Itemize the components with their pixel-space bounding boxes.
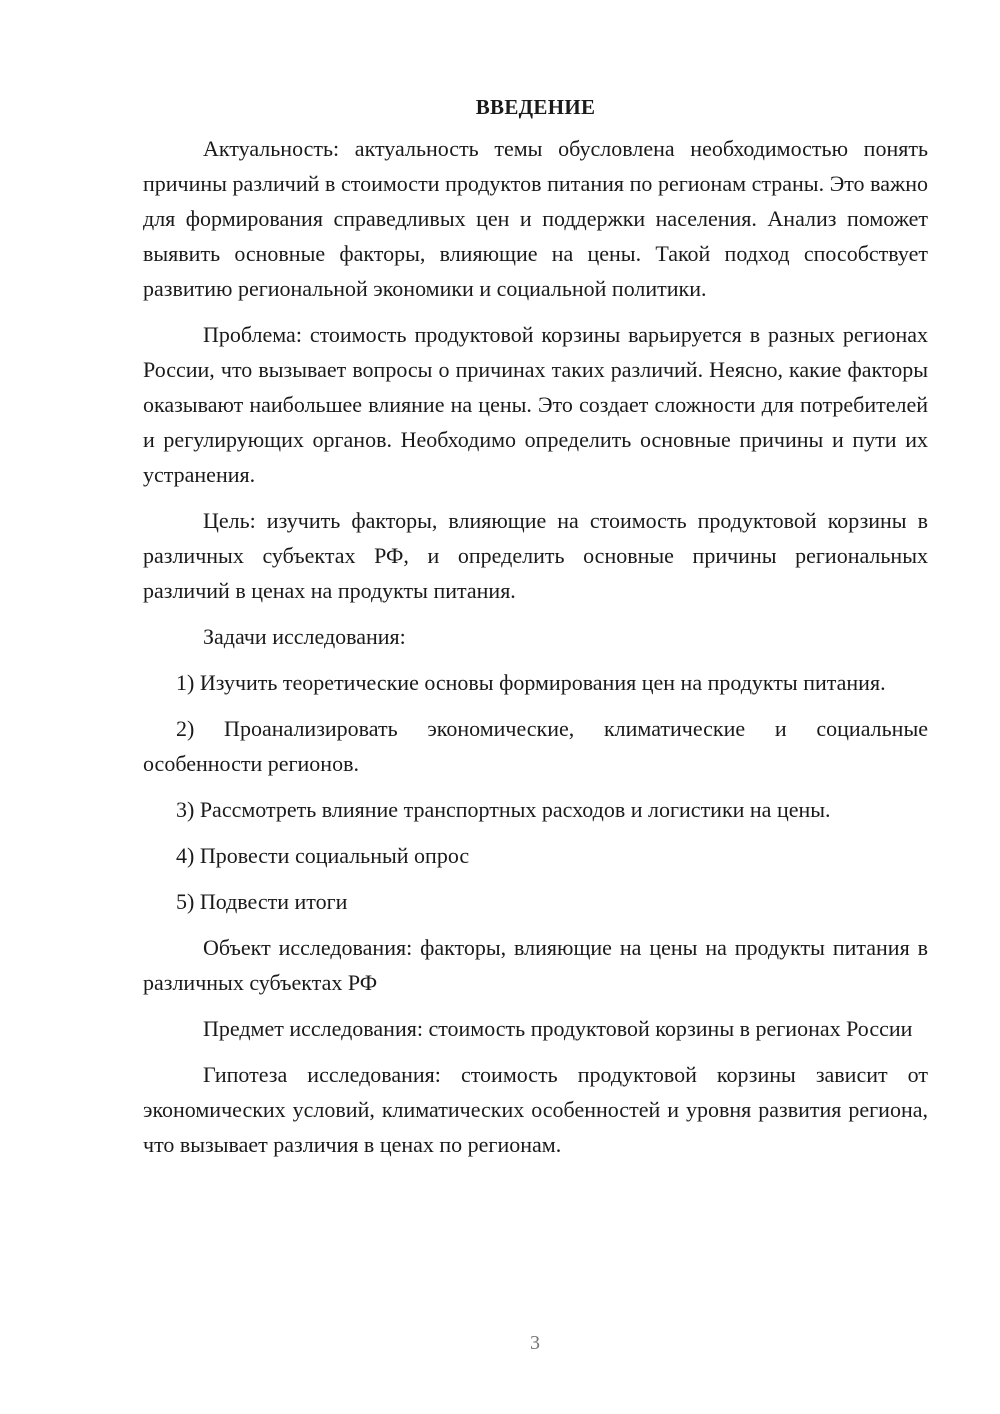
task-item-5: 5) Подвести итоги [176, 889, 348, 914]
paragraph-subject: Предмет исследования: стоимость продуктовой корзины в регионах России [203, 1016, 913, 1041]
paragraph-problem: Проблема: стоимость продуктовой корзины варьируется в разных регионах России, что вызывает вопросы о причинах таких различий. Неясно, какие факторы оказывают наибольшее влияние на цены. Это создает сложности для потребителей и регулирующих органов. Необходимо определить основные причины и пути их устранения. [143, 322, 928, 487]
document-page [143, 90, 928, 1162]
page-number: 3 [530, 1332, 540, 1354]
paragraph-tasks-heading: Задачи исследования: [203, 624, 406, 649]
paragraph-goal: Цель: изучить факторы, влияющие на стоимость продуктовой корзины в различных субъектах РФ, и определить основные причины региональных различий в ценах на продукты питания. [143, 508, 928, 603]
task-item-4: 4) Провести социальный опрос [176, 843, 470, 868]
paragraph-object: Объект исследования: факторы, влияющие на цены на продукты питания в различных субъектах РФ [143, 935, 928, 995]
task-item-2: 2) Проанализировать экономические, климатические и социальные особенности регионов. [143, 716, 928, 776]
paragraph-relevance: Актуальность: актуальность темы обусловлена необходимостью понять причины различий в стоимости продуктов питания по регионам страны. Это важно для формирования справедливых цен и поддержки населения. Анализ поможет выявить основные факторы, влияющие на цены. Такой подход способствует развитию региональной экономики и социальной политики. [143, 136, 928, 301]
paragraph-hypothesis: Гипотеза исследования: стоимость продуктовой корзины зависит от экономических условий, климатических особенностей и уровня развития региона, что вызывает различия в ценах по регионам. [143, 1062, 928, 1157]
task-item-1: 1) Изучить теоретические основы формирования цен на продукты питания. [176, 670, 886, 695]
task-item-3: 3) Рассмотреть влияние транспортных расходов и логистики на цены. [176, 797, 831, 822]
section-title: ВВЕДЕНИЕ [475, 95, 596, 119]
